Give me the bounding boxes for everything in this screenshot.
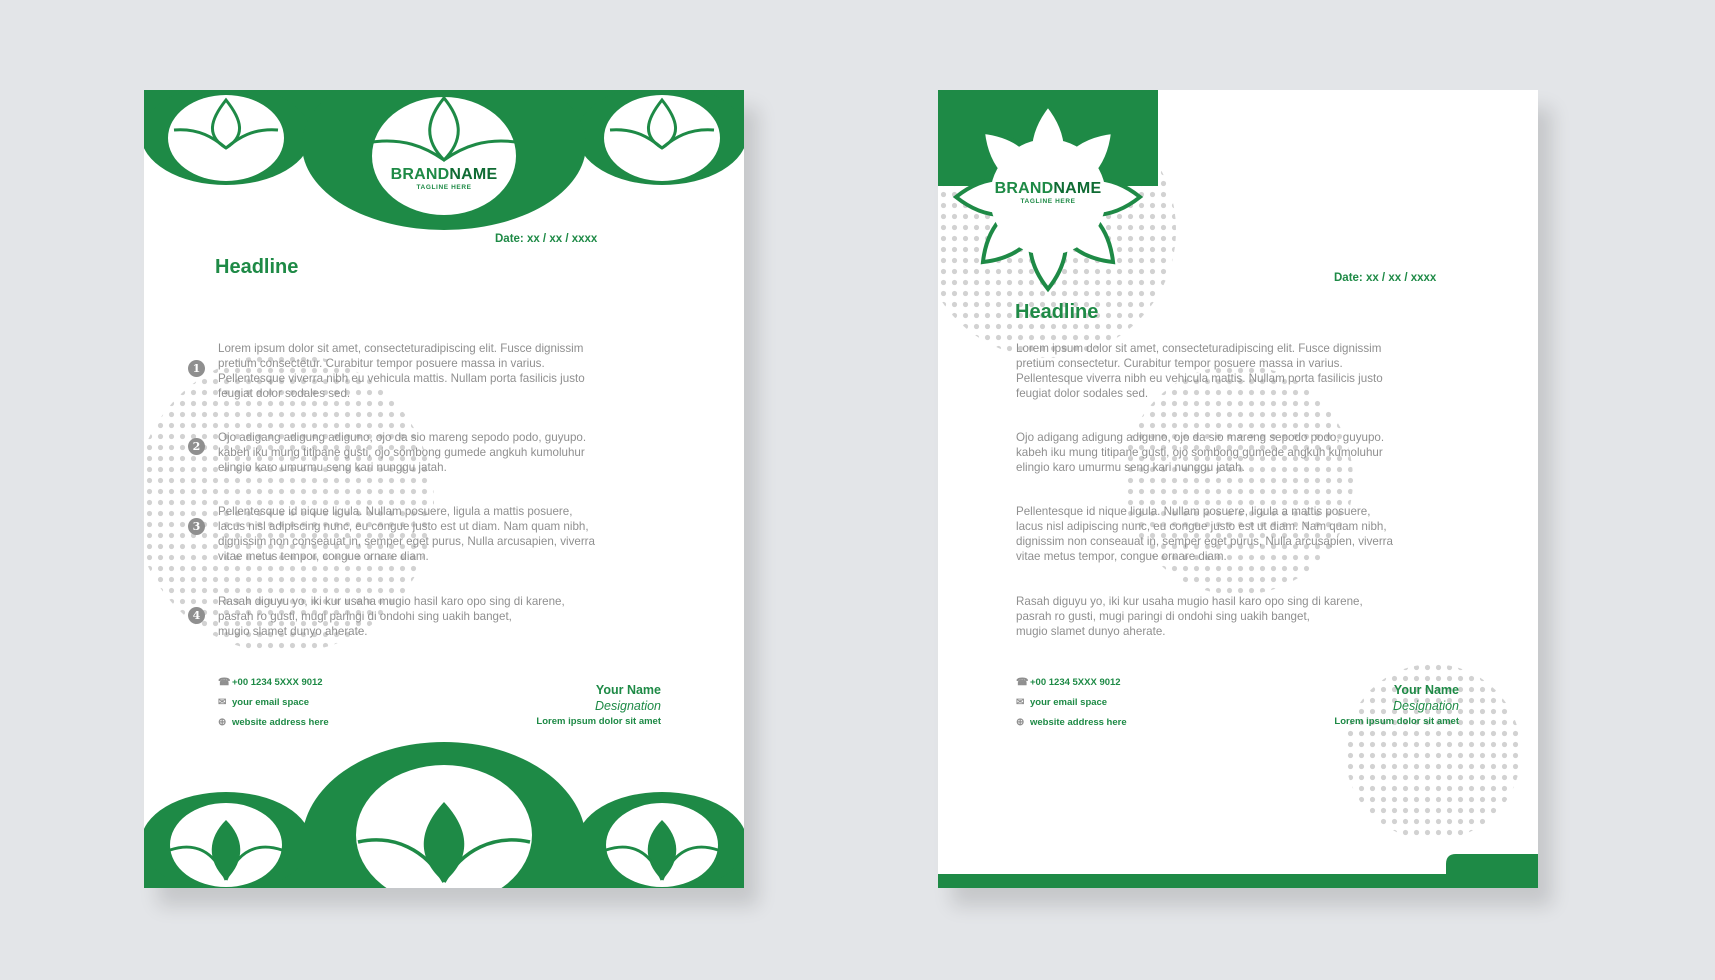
headline: Headline xyxy=(1015,301,1099,323)
date-line: Date: xx / xx / xxxx xyxy=(495,233,598,245)
phone-icon: ☎ xyxy=(218,677,231,688)
brand-name: BRANDNAME xyxy=(390,166,498,183)
brand-logo xyxy=(388,166,500,191)
flower-decoration xyxy=(938,90,1538,888)
contact-block xyxy=(1016,677,1216,737)
signature-block xyxy=(536,683,661,727)
headline: Headline xyxy=(215,256,299,278)
signature-name: Your Name xyxy=(595,683,661,697)
contact-email: ✉ your email space xyxy=(218,697,310,708)
phone-icon: ☎ xyxy=(1016,677,1029,688)
top-lotus-band xyxy=(144,90,744,230)
bottom-bar xyxy=(938,874,1538,888)
body-paragraph-2: Ojo adigang adigung adiguno, ojo da sio mareng sepodo podo, guyupo. kabeh iku mung titipane gusti, ojo sombong gumede angkuh kumoluhur elingio karo umurmu seng kari nunggu jatah. xyxy=(1016,431,1385,474)
bottom-lotus-band xyxy=(144,742,744,888)
body-paragraph-2: Ojo adigang adigung adiguno, ojo da sio mareng sepodo podo, guyupo. kabeh iku mung titipane gusti, ojo sombong gumede angkuh kumoluhur elingio karo umurmu seng kari nunggu jatah. xyxy=(218,431,587,474)
globe-icon: ⊕ xyxy=(1016,717,1025,728)
body-paragraph-4: Rasah diguyu yo, iki kur usaha mugio hasil karo opo sing di karene, pasrah ro gusti, mugi paringi di ondohi sing uakih banget, mugio slamet dunyo aherate. xyxy=(218,595,565,638)
body-paragraph-3: Pellentesque id nique ligula. Nullam posuere, ligula a mattis posuere, lacus nisl adipiscing nunc, eu congue justo est ut diam. Nam quam nibh, dignissim non conseauat in, semper eget purus, Nulla arcusapien, viverra vitae metus tempor, congue ornare diam. xyxy=(1016,505,1393,563)
signature-line: Lorem ipsum dolor sit amet xyxy=(1334,716,1459,727)
body-paragraph-1: Lorem ipsum dolor sit amet, consecteturadipiscing elit. Fusce dignissim pretium consectetur. Curabitur tempor posuere massa in varius. Pellentesque viverra nibh eu vehicula mattis. Nullam porta fasilicis justo feugiat dolor sodales sed. xyxy=(218,342,585,400)
bottom-tab xyxy=(1446,854,1538,874)
brand-logo xyxy=(992,180,1104,205)
contact-website: ⊕ website address here xyxy=(1016,717,1127,728)
letterhead-right xyxy=(938,90,1538,888)
brand-tagline: TAGLINE HERE xyxy=(1020,198,1076,205)
signature-block xyxy=(1334,683,1459,727)
body-paragraph-4: Rasah diguyu yo, iki kur usaha mugio hasil karo opo sing di karene, pasrah ro gusti, mugi paringi di ondohi sing uakih banget, mugio slamet dunyo aherate. xyxy=(1016,595,1363,638)
contact-block xyxy=(218,677,418,737)
brand-name: BRANDNAME xyxy=(994,180,1102,197)
globe-icon: ⊕ xyxy=(218,717,227,728)
contact-website: ⊕ website address here xyxy=(218,717,329,728)
number-badge-3: 3 xyxy=(188,518,205,535)
mail-icon: ✉ xyxy=(218,697,227,708)
lotus-icon xyxy=(604,95,720,181)
lotus-icon xyxy=(170,803,282,887)
number-badge-4: 4 xyxy=(188,607,205,624)
contact-phone: ☎ +00 1234 5XXX 9012 xyxy=(218,677,323,688)
signature-designation: Designation xyxy=(594,699,661,713)
body-paragraph-1: Lorem ipsum dolor sit amet, consecteturadipiscing elit. Fusce dignissim pretium consectetur. Curabitur tempor posuere massa in varius. Pellentesque viverra nibh eu vehicula mattis. Nullam porta fasilicis justo feugiat dolor sodales sed. xyxy=(1016,342,1383,400)
contact-phone: ☎ +00 1234 5XXX 9012 xyxy=(1016,677,1121,688)
mail-icon: ✉ xyxy=(1016,697,1025,708)
letterhead-left xyxy=(144,90,744,888)
signature-designation: Designation xyxy=(1392,699,1459,713)
contact-email: ✉ your email space xyxy=(1016,697,1108,708)
date-line: Date: xx / xx / xxxx xyxy=(1334,272,1437,284)
signature-line: Lorem ipsum dolor sit amet xyxy=(536,716,661,727)
lotus-decoration xyxy=(144,90,744,888)
brand-tagline: TAGLINE HERE xyxy=(416,184,472,191)
number-badge-1: 1 xyxy=(188,360,205,377)
number-badge-2: 2 xyxy=(188,438,205,455)
body-paragraph-3: Pellentesque id nique ligula. Nullam posuere, ligula a mattis posuere, lacus nisl adipiscing nunc, eu congue justo est ut diam. Nam quam nibh, dignissim non conseauat in, semper eget purus, Nulla arcusapien, viverra vitae metus tempor, congue ornare diam. xyxy=(218,505,595,563)
lotus-icon xyxy=(168,95,284,181)
signature-name: Your Name xyxy=(1393,683,1459,697)
lotus-icon xyxy=(606,803,718,887)
